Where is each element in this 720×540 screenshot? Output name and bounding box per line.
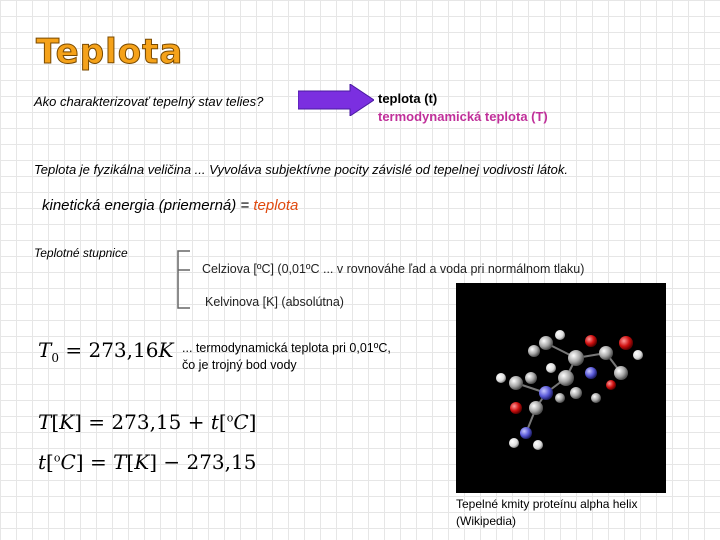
caption-line-2: (Wikipedia): [456, 514, 517, 528]
equation-t0: $T_0 = 273,16K$: [38, 338, 174, 365]
celsius-scale: Celziova [ºC] (0,01ºC ... v rovnováhe ľad a voda pri normálnom tlaku): [202, 262, 585, 276]
definition-text: Teplota je fyzikálna veličina ... Vyvoláva subjektívne pocity závislé od tepelnej vodivosti látok.: [34, 162, 569, 177]
equation-kelvin-from-celsius: T[K] = 273,15 + t[$^o$C]: [38, 410, 257, 434]
offset-value: 273,15: [111, 410, 182, 434]
t0-unit: K: [158, 338, 174, 362]
kinetic-energy-statement: [42, 197, 298, 214]
equation-celsius-from-kelvin: t[$^o$C] = T[K] − 273,15: [38, 450, 257, 474]
question-text: Ako charakterizovať tepelný stav telies?: [34, 94, 264, 109]
bracket-connector: [174, 250, 194, 310]
t0-value: 273,16: [88, 338, 159, 362]
answer-block: [378, 90, 548, 126]
kinetic-highlight: teplota: [253, 197, 299, 214]
image-caption: [456, 496, 637, 530]
kinetic-prefix: kinetická energia (priemerná) =: [42, 197, 254, 214]
protein-molecule-image: [456, 283, 666, 493]
page-title: Teplota: [36, 32, 184, 72]
caption-line-1: Tepelné kmity proteínu alpha helix: [456, 497, 638, 511]
kelvin-scale: Kelvinova [K] (absolútna): [205, 295, 344, 309]
scales-label: Teplotné stupnice: [34, 246, 128, 260]
offset-value-2: 273,15: [186, 450, 257, 474]
answer-temperature: teplota (t): [378, 91, 438, 106]
answer-thermodynamic-temperature: termodynamická teplota (T): [378, 109, 548, 124]
triple-point-note: ... termodynamická teplota pri 0,01ºC, čo je trojný bod vody: [182, 341, 391, 372]
right-arrow-icon: [298, 84, 374, 116]
